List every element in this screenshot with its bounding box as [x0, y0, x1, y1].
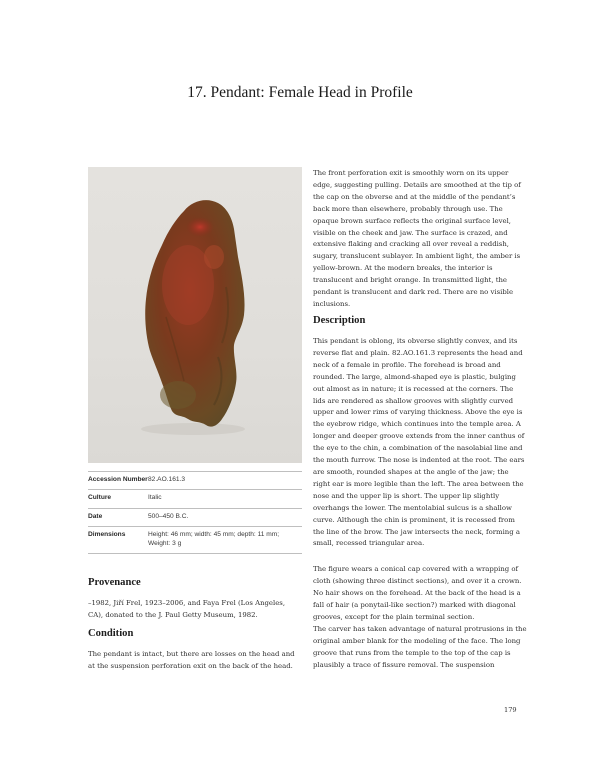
- condition-heading: Condition: [88, 628, 134, 639]
- body-paragraph: The carver has taken advantage of natural protrusions in the original amber blank for the modeling of the face. The long groove that runs from the temple to the top of the cap is plausibly a trace of fissure removal. The suspension: [313, 625, 527, 669]
- provenance-text: –1982, Jiří Frel, 1923–2006, and Faya Frel (Los Angeles, CA), donated to the J. Paul Getty Museum, 1982.: [88, 599, 286, 619]
- body-paragraph: The figure wears a conical cap covered with a wrapping of cloth (showing three distinct sections), and over it a crown. No hair shows on the forehead. At the back of the head is a fall of hair (a ponytail-like section?) marked with diagonal grooves, except for the plain terminal section.: [313, 565, 522, 621]
- metadata-key: Accession Number: [88, 472, 148, 490]
- metadata-key: Culture: [88, 490, 148, 508]
- page-title: 17. Pendant: Female Head in Profile: [187, 84, 413, 101]
- metadata-row: [88, 508, 302, 526]
- metadata-value: 500–450 B.C.: [148, 508, 302, 526]
- body-paragraph: The front perforation exit is smoothly worn on its upper edge, suggesting pulling. Details are smoothed at the tip of the cap on the obverse and at the middle of the pendant’s back more than elsewhere, probably through use. The opaque brown surface reflects the original surface level, visible on the cheek and jaw. The surface is crazed, and extensive flaking and cracking all over reveal a reddish, sugary, translucent sublayer. In ambient light, the amber is yellow-brown. At the modern breaks, the interior is translucent and bright orange. In transmitted light, the pendant is translucent and dark red. There are no visible inclusions.: [313, 169, 521, 308]
- amber-pendant-image: [88, 167, 302, 463]
- condition-text: The pendant is intact, but there are losses on the head and at the suspension perforation exit on the back of the head.: [88, 650, 295, 670]
- metadata-value: 82.AO.161.3: [148, 472, 302, 490]
- metadata-row: [88, 527, 302, 554]
- metadata-key: Dimensions: [88, 527, 148, 554]
- metadata-table: [88, 471, 302, 554]
- page-number: 179: [504, 706, 517, 714]
- description-heading: Description: [313, 315, 366, 326]
- metadata-value: Italic: [148, 490, 302, 508]
- provenance-heading: Provenance: [88, 577, 141, 588]
- artifact-photo: [88, 167, 302, 463]
- metadata-value: Height: 46 mm; width: 45 mm; depth: 11 mm; Weight: 3 g: [148, 527, 302, 554]
- metadata-key: Date: [88, 508, 148, 526]
- metadata-row: [88, 472, 302, 490]
- description-paragraph: This pendant is oblong, its obverse slightly convex, and its reverse flat and plain. 82.AO.161.3 represents the head and neck of a female in profile. The forehead is broad and rounded. The large, almond-shaped eye is plastic, bulging out almost as in nature; it is recessed at the corners. The lids are rendered as shallow grooves with slightly curved upper and lower rims of varying thickness. Above the eye is the eyebrow ridge, which continues into the temple area. A longer and deeper groove extends from the inner canthus of the eye to the chin, a combination of the nasolabial line and the mouth furrow. The nose is indented at the root. The ears are smooth, rounded shapes at the angle of the jaw; the right ear is more legible than the left. The area between the nose and the upper lip is short. The upper lip slightly overhangs the lower. The mentolabial sulcus is a shallow curve. Although the chin is prominent, it is recessed from the line of the brow. The jaw intersects the neck, forming a small, recessed triangular area.: [313, 337, 525, 548]
- metadata-row: [88, 490, 302, 508]
